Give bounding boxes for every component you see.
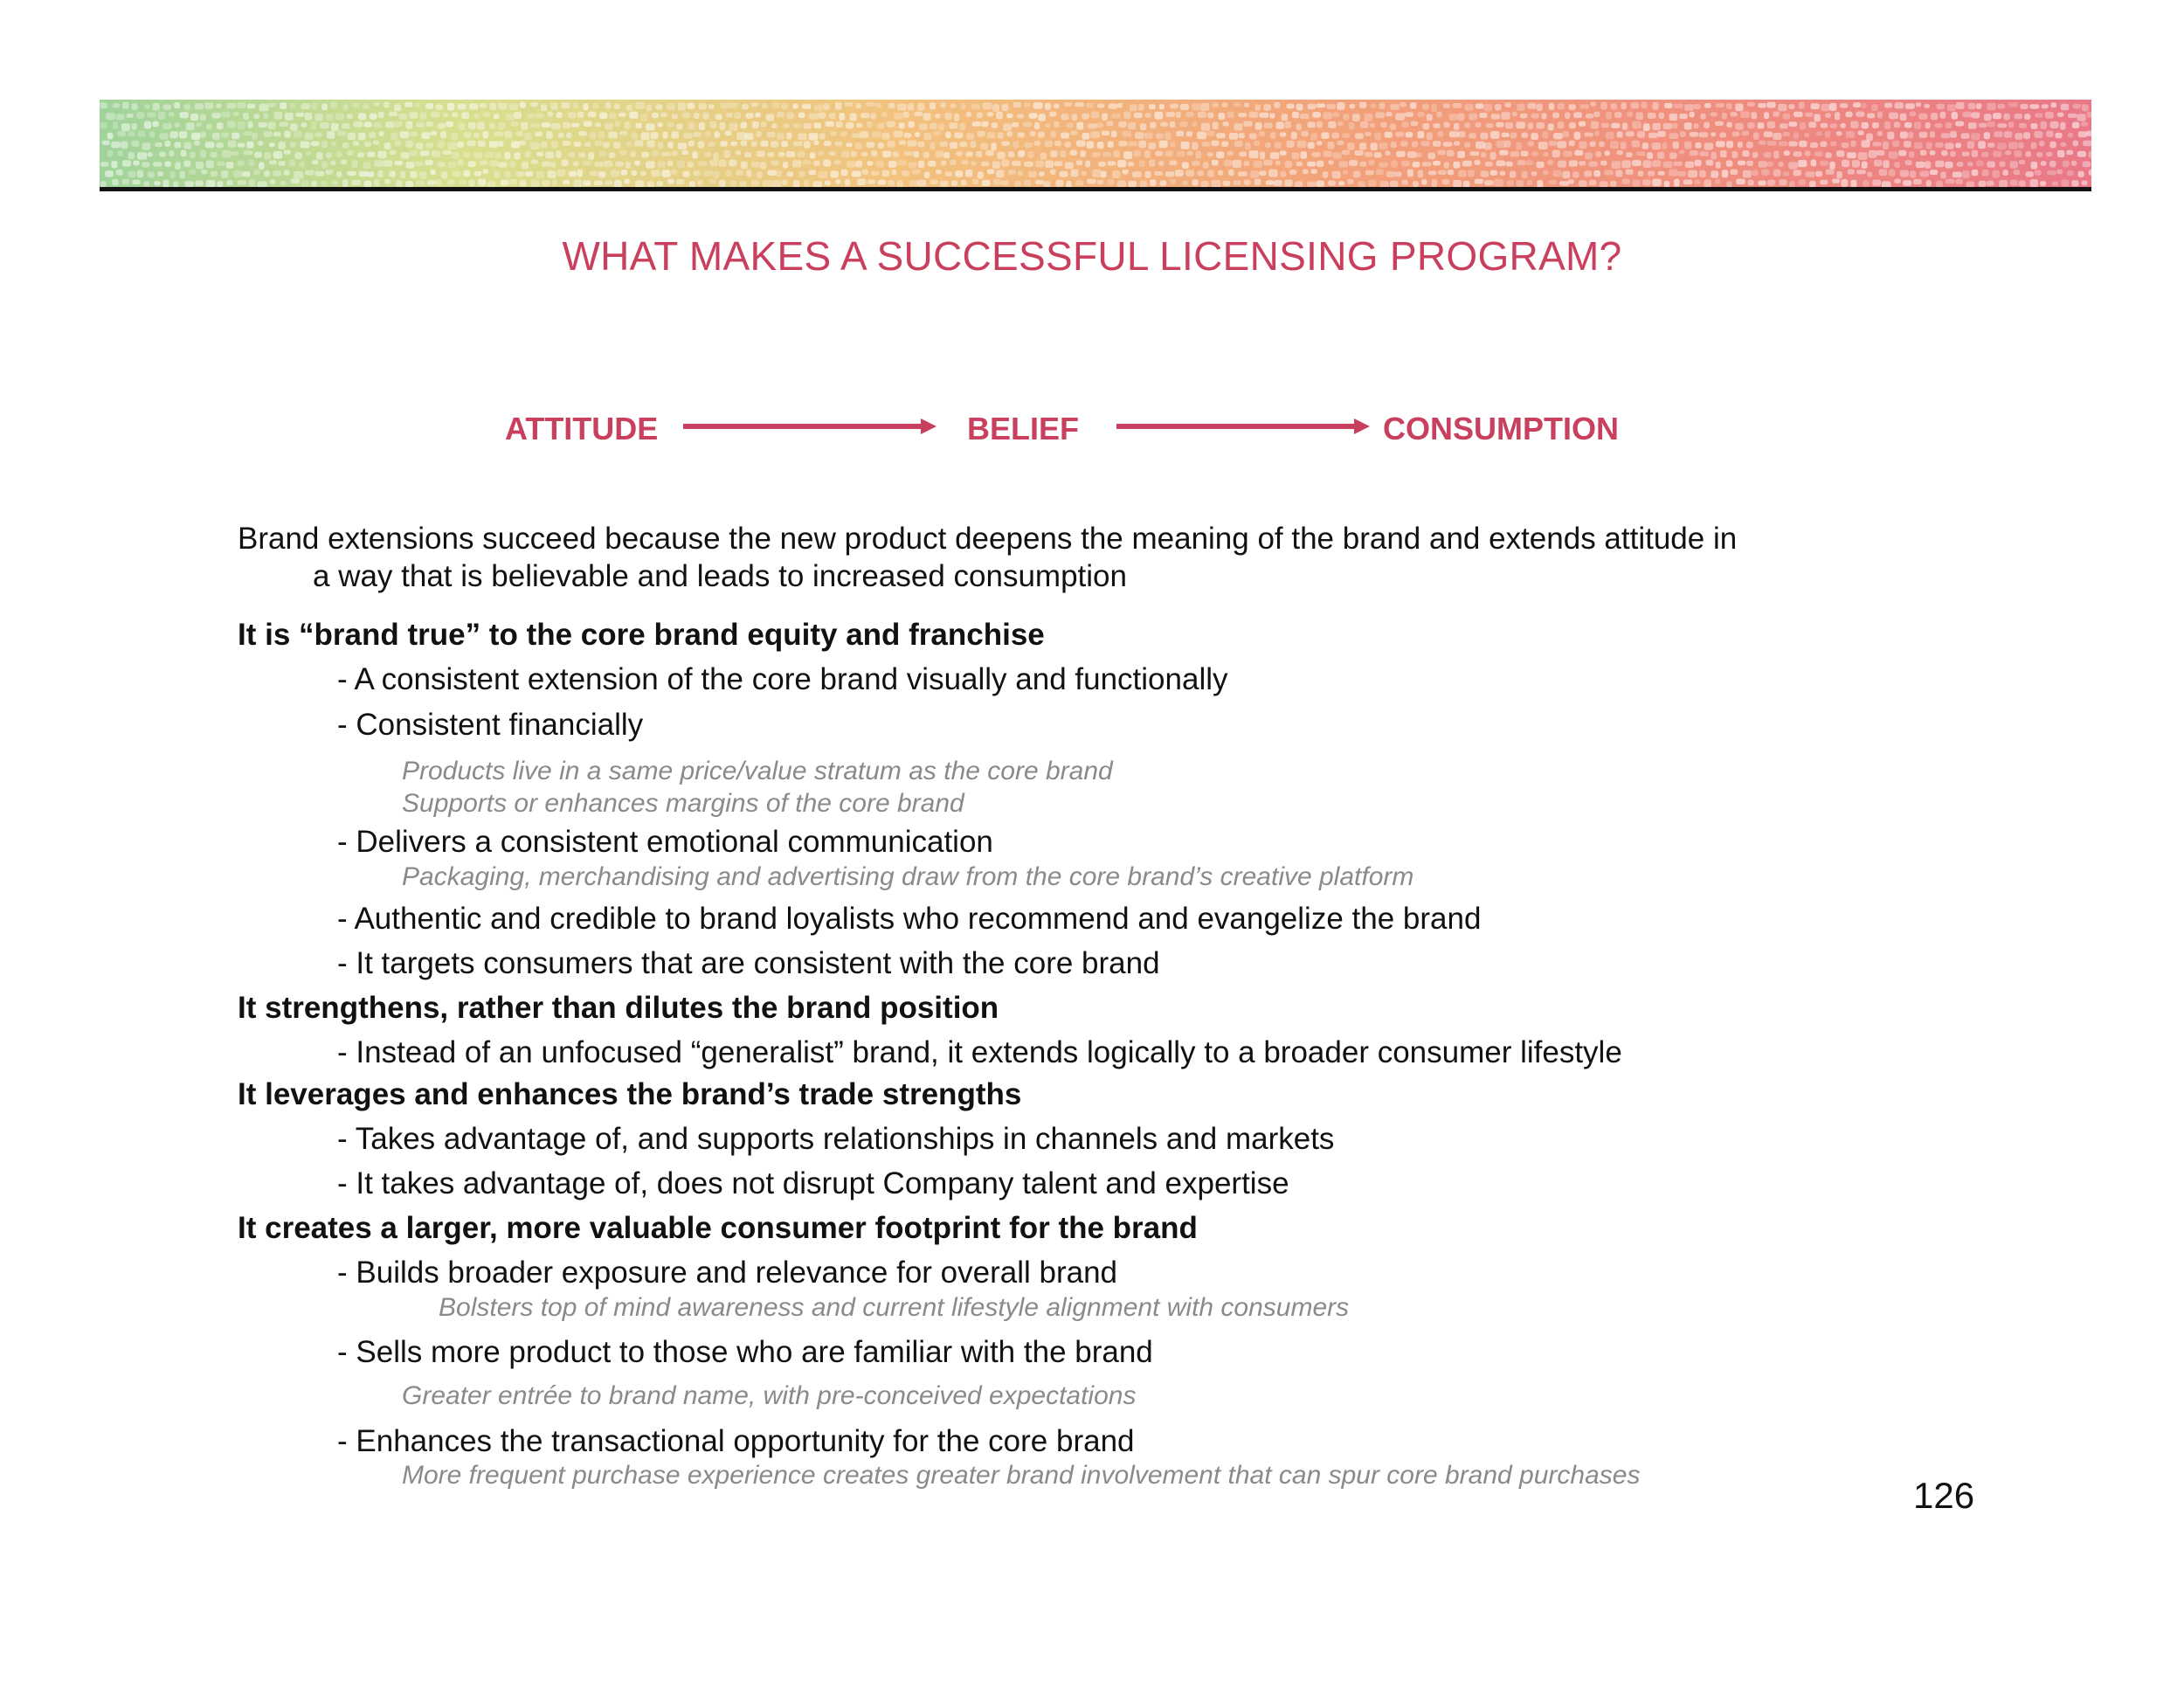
page-number: 126 <box>1913 1475 1975 1516</box>
sub-note: Bolsters top of mind awareness and current lifestyle alignment with consumers <box>439 1293 1350 1322</box>
sub-note: Greater entrée to brand name, with pre-conceived expectations <box>402 1381 1137 1410</box>
sub-note: Products live in a same price/value stratum as the core brand <box>402 757 1113 785</box>
section-heading: It strengthens, rather than dilutes the brand position <box>238 991 999 1025</box>
bullet-item: - Delivers a consistent emotional communication <box>337 825 993 859</box>
flow-step-consumption: CONSUMPTION <box>1383 411 1619 446</box>
page-title: WHAT MAKES A SUCCESSFUL LICENSING PROGRAM? <box>562 233 1622 279</box>
intro-line-1: Brand extensions succeed because the new product deepens the meaning of the brand and extends attitude in <box>238 522 1738 556</box>
sub-note: Packaging, merchandising and advertising draw from the core brand’s creative platform <box>402 862 1414 891</box>
flow-step-attitude: ATTITUDE <box>505 411 659 446</box>
intro-line-2: a way that is believable and leads to increased consumption <box>313 559 1127 593</box>
flow-step-belief: BELIEF <box>967 411 1080 446</box>
bullet-item: - Consistent financially <box>337 708 644 742</box>
section-heading: It creates a larger, more valuable consumer footprint for the brand <box>238 1211 1198 1245</box>
bullet-item: - Builds broader exposure and relevance for overall brand <box>337 1256 1118 1290</box>
bullet-item: - Authentic and credible to brand loyalists who recommend and evangelize the brand <box>337 902 1482 936</box>
sub-note: More frequent purchase experience creates greater brand involvement that can spur core brand purchases <box>402 1461 1641 1490</box>
bullet-item: - Takes advantage of, and supports relationships in channels and markets <box>337 1122 1335 1156</box>
section-heading: It leverages and enhances the brand’s trade strengths <box>238 1077 1022 1111</box>
bullet-item: - It targets consumers that are consistent with the core brand <box>337 946 1160 980</box>
bullet-item: - It takes advantage of, does not disrupt Company talent and expertise <box>337 1166 1289 1200</box>
sub-note: Supports or enhances margins of the core brand <box>402 789 964 818</box>
bullet-item: - Enhances the transactional opportunity for the core brand <box>337 1424 1135 1458</box>
bullet-item: - Instead of an unfocused “generalist” brand, it extends logically to a broader consumer lifestyle <box>337 1035 1622 1069</box>
bullet-item: - Sells more product to those who are familiar with the brand <box>337 1335 1153 1369</box>
bullet-item: - A consistent extension of the core brand visually and functionally <box>337 662 1228 696</box>
section-heading: It is “brand true” to the core brand equity and franchise <box>238 618 1045 652</box>
